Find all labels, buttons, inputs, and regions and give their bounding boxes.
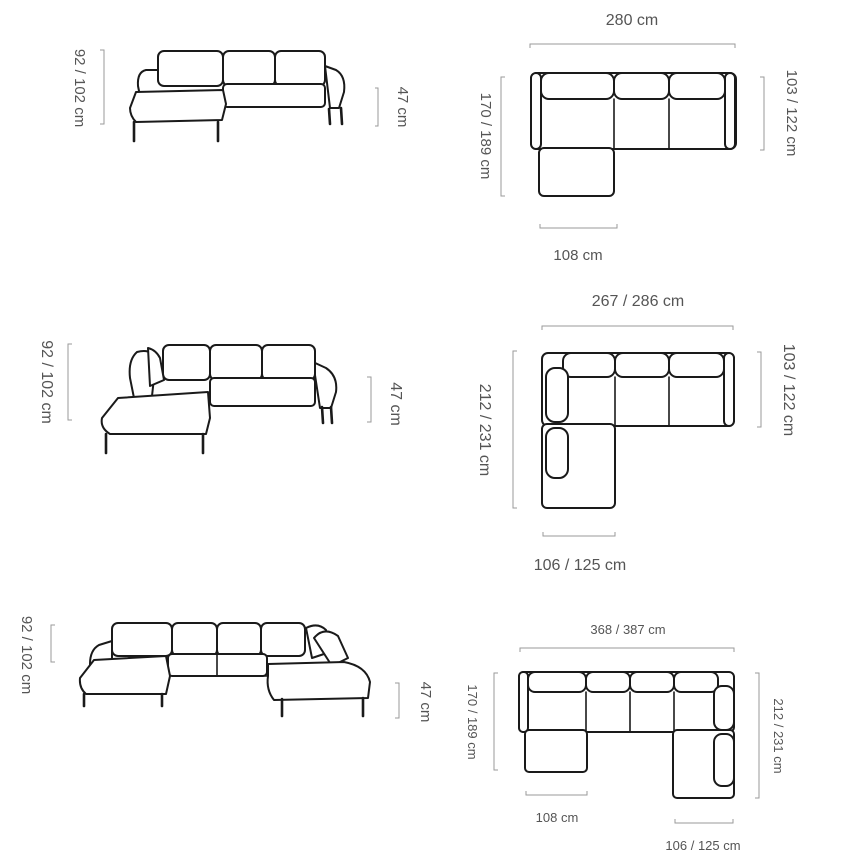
row1-width-label: 280 cm <box>605 12 659 29</box>
row3-chaise-width-left-label: 108 cm <box>535 810 579 825</box>
row1-seat-height-label: 47 cm <box>394 86 411 128</box>
row1-plan-view <box>477 12 800 264</box>
row3-chaise-width-right-label: 106 / 125 cm <box>665 838 741 853</box>
row3-seat-height-label: 47 cm <box>417 681 434 723</box>
row3-depth-left-label: 170 / 189 cm <box>465 684 480 760</box>
row2-side-height-label: 92 / 102 cm <box>38 340 55 424</box>
row2-front-sofa <box>102 345 337 453</box>
row1-front-view <box>71 49 411 141</box>
row3-front-view <box>18 616 434 723</box>
row1-depth-left-label: 170 / 189 cm <box>477 92 494 180</box>
row3-plan-view <box>465 622 786 853</box>
row3-depth-right-label: 212 / 231 cm <box>771 698 786 774</box>
row2-width-label: 267 / 286 cm <box>591 293 685 310</box>
row2-depth-right-label: 103 / 122 cm <box>780 343 797 437</box>
row2-depth-left-label: 212 / 231 cm <box>476 383 493 477</box>
row2-front-view <box>38 340 404 453</box>
row3-plan-sofa <box>519 672 734 798</box>
row3-width-label: 368 / 387 cm <box>590 622 666 637</box>
row3-side-height-label: 92 / 102 cm <box>18 615 35 695</box>
row3-front-sofa <box>80 623 370 716</box>
row2-plan-sofa <box>542 353 734 508</box>
row2-chaise-width-label: 106 / 125 cm <box>533 557 627 574</box>
row2-plan-view <box>476 293 797 574</box>
row1-plan-sofa <box>531 73 736 196</box>
row1-chaise-width-label: 108 cm <box>553 247 603 264</box>
row1-front-sofa <box>130 51 344 141</box>
row1-side-height-label: 92 / 102 cm <box>71 48 88 128</box>
row2-seat-height-label: 47 cm <box>387 382 404 426</box>
row1-depth-right-label: 103 / 122 cm <box>783 69 800 157</box>
